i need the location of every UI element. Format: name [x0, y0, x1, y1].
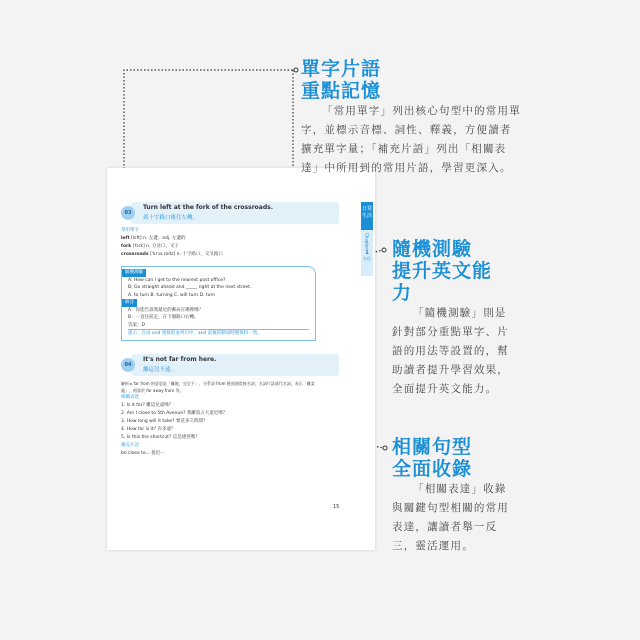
callout-subtitle: 重點記憶 — [301, 80, 382, 102]
vocab-label: 常用單字 — [121, 228, 139, 233]
answer-line: A：你能告訴我最近的郵局在哪裡嗎？ — [128, 307, 204, 313]
chapter-tab — [361, 230, 373, 276]
sentence-03-header — [124, 202, 339, 224]
explanation: 解析 ▸ far from 的意思是「離她，完全不」，介系詞 from 後面通常接名詞，名詞片語或代名詞，表示「離某處」，相當於 far away from 等。 — [121, 381, 315, 393]
sentence-number: 04 — [121, 358, 135, 372]
quiz-line: A. to turn B. turning C. will turn D. turn — [128, 292, 216, 298]
chapter-label: Chapter — [364, 233, 370, 249]
vocab-word: left — [121, 236, 130, 241]
related-label: 相關表達 — [121, 395, 139, 400]
vocab-definition: [lɛft] n. 左邊；adj. 左邊的 — [131, 236, 186, 241]
book-page — [107, 168, 375, 550]
sentence-number: 03 — [121, 206, 135, 220]
vocab-item — [121, 251, 223, 259]
vocab-word: crossroads — [121, 252, 149, 257]
answer-line: 答案：D — [128, 322, 145, 328]
chapter-num: 1 — [364, 249, 370, 256]
sentence-04-header — [124, 354, 339, 376]
callout-title: 相關句型 — [392, 436, 473, 458]
callout-subtitle: 全面收錄 — [392, 458, 473, 480]
chapter-name: 方位 — [363, 256, 371, 261]
callout-title: 單字片語 — [301, 58, 382, 80]
phrase-label: 補充片語 — [121, 443, 139, 448]
quiz-label: 隨機測驗 — [122, 269, 146, 277]
related-item: 5. Is this the shortcut? 這是捷徑嗎？ — [121, 435, 200, 440]
callout-subtitle: 提升英文能力 — [392, 260, 493, 304]
quiz-line: B: Go straight ahead and _____ right at the next street. — [128, 285, 252, 290]
quiz-hint: 提示：在由 and 連接的並列句中，and 前後的動詞時態保持一致。 — [128, 329, 309, 338]
phrase-item: be close to... 接近⋯ — [121, 451, 165, 456]
vocab-word: fork — [121, 244, 132, 249]
sentence-chinese: 離這兒不遠。 — [143, 367, 177, 373]
callout-description: 「相關表達」收錄與關鍵句型相關的常用表達，讓讀者舉一反三，靈活運用。 — [392, 483, 509, 552]
related-item: 1. Is it far? 離這兒遠嗎？ — [121, 403, 174, 408]
sentence-english: It's not far from here. — [143, 356, 217, 363]
answer-line: B：一直往前走，在下個路口右轉。 — [128, 315, 199, 320]
callout-vocab — [301, 58, 521, 178]
vocab-item — [121, 243, 223, 251]
sentence-chinese: 到十字路口後往左轉。 — [143, 215, 199, 221]
vocab-item — [121, 235, 223, 243]
callout-related — [392, 436, 510, 556]
side-tab: 日常生活 — [361, 202, 373, 230]
quiz-line: A: How can I get to the nearest post office? — [128, 277, 226, 283]
vocab-definition: [fɔrk] n. 分岔口，叉子 — [132, 244, 179, 249]
callout-description: 「常用單字」列出核心句型中的常用單字，並標示音標、詞性、釋義，方便讀者擴充單字量；「補充片語」列出「相關表達」中所用到的常用片語，學習更深入。 — [301, 105, 521, 174]
callout-quiz — [392, 238, 510, 399]
sentence-english: Turn left at the fork of the crossroads. — [143, 204, 273, 211]
page-number: 15 — [333, 504, 340, 510]
related-item: 2. Am I close to 5th Avenue? 我離第五大道近嗎？ — [121, 411, 228, 416]
callout-title: 隨機測驗 — [392, 238, 473, 260]
quiz-box — [121, 266, 316, 341]
answer-label: 解答 — [122, 299, 137, 307]
vocab-definition: [ˈkrɔs,rodz] n. 十字路口，交叉路口 — [150, 252, 223, 257]
related-item: 3. How long will it take? 要花多久時間？ — [121, 419, 208, 424]
callout-description: 「隨機測驗」則是針對部分重點單字、片語的用法等設置的，幫助讀者提升學習效果，全面提升英文能力。 — [392, 307, 509, 395]
related-item: 4. How far is it? 有多遠？ — [121, 427, 176, 432]
